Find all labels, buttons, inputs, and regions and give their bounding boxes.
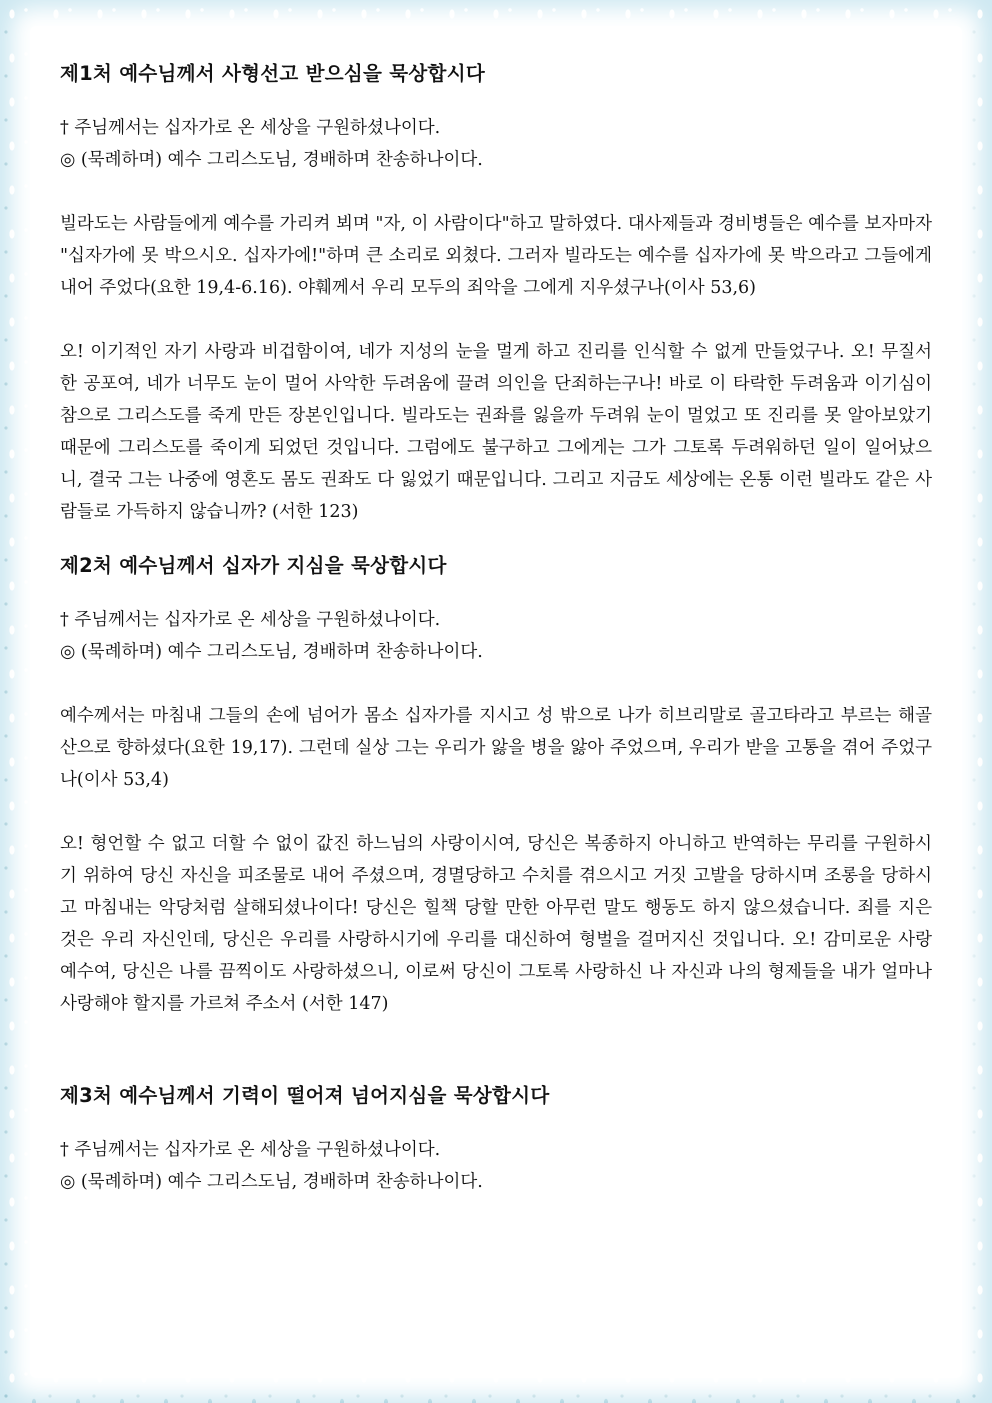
station-3-versicle-response: ◎ (묵례하며) 예수 그리스도님, 경배하며 찬송하나이다. bbox=[60, 1172, 483, 1192]
station-1-versicle-response: ◎ (묵례하며) 예수 그리스도님, 경배하며 찬송하나이다. bbox=[60, 150, 483, 170]
station-1-scripture: 빌라도는 사람들에게 예수를 가리켜 뵈며 "자, 이 사람이다"하고 말하였다. 대사제들과 경비병들은 예수를 보자마자 "십자가에 못 박으시오. 십자가에!"하며 큰 소리로 외쳤다. 그러자 빌라도는 예수를 십자가에 못 박으라고 그들에게 내어 주었다(요한 19,4-6.16). 야훼께서 우리 모두의 죄악을 그에게 지우셨구나(이사 53,6) bbox=[60, 214, 932, 298]
station-2-versicle-leader: † 주님께서는 십자가로 온 세상을 구원하셨나이다. bbox=[60, 610, 441, 630]
station-2-title: 제2처 예수님께서 십자가 지심을 묵상합시다 bbox=[60, 554, 447, 577]
station-3 bbox=[60, 1080, 932, 1198]
station-1-reflection: 오! 이기적인 자기 사랑과 비겁함이여, 네가 지성의 눈을 멀게 하고 진리를 인식할 수 없게 만들었구나. 오! 무질서한 공포여, 네가 너무도 눈이 멀어 사악한 두려움에 끌려 의인을 단죄하는구나! 바로 이 타락한 두려움과 이기심이 참으로 그리스도를 죽게 만든 장본인입니다. 빌라도는 권좌를 잃을까 두려워 눈이 멀었고 또 진리를 못 알아보았기 때문에 그리스도를 죽이게 되었던 것입니다. 그럼에도 불구하고 그에게는 그가 그토록 두려워하던 일이 일어났으니, 결국 그는 나중에 영혼도 몸도 권좌도 다 잃었기 때문입니다. 그리고 지금도 세상에는 온통 이런 빌라도 같은 사람들로 가득하지 않습니까? (서한 123) bbox=[60, 342, 932, 522]
document-body bbox=[60, 58, 932, 1198]
station-3-title: 제3처 예수님께서 기력이 떨어져 넘어지심을 묵상합시다 bbox=[60, 1084, 550, 1107]
station-1-title: 제1처 예수님께서 사형선고 받으심을 묵상합시다 bbox=[60, 62, 485, 85]
station-2-scripture: 예수께서는 마침내 그들의 손에 넘어가 몸소 십자가를 지시고 성 밖으로 나가 히브리말로 골고타라고 부르는 해골산으로 향하셨다(요한 19,17). 그런데 실상 그는 우리가 앓을 병을 앓아 주었으며, 우리가 받을 고통을 겪어 주었구나(이사 53,4) bbox=[60, 706, 932, 790]
station-3-versicle-leader: † 주님께서는 십자가로 온 세상을 구원하셨나이다. bbox=[60, 1140, 441, 1160]
station-2 bbox=[60, 550, 932, 1020]
station-2-reflection: 오! 형언할 수 없고 더할 수 없이 값진 하느님의 사랑이시여, 당신은 복종하지 아니하고 반역하는 무리를 구원하시기 위하여 당신 자신을 피조물로 내어 주셨으며, 경멸당하고 수치를 겪으시고 거짓 고발을 당하시며 조롱을 당하시고 마침내는 악당처럼 살해되셨나이다! 당신은 힐책 당할 만한 아무런 말도 행동도 하지 않으셨습니다. 죄를 지은 것은 우리 자신인데, 당신은 우리를 사랑하시기에 우리를 대신하여 형벌을 걸머지신 것입니다. 오! 감미로운 사랑 예수여, 당신은 나를 끔찍이도 사랑하셨으니, 이로써 당신이 그토록 사랑하신 나 자신과 나의 형제들을 내가 얼마나 사랑해야 할지를 가르쳐 주소서 (서한 147) bbox=[60, 834, 932, 1014]
station-2-versicle-response: ◎ (묵례하며) 예수 그리스도님, 경배하며 찬송하나이다. bbox=[60, 642, 483, 662]
station-1-versicle-leader: † 주님께서는 십자가로 온 세상을 구원하셨나이다. bbox=[60, 118, 441, 138]
station-1 bbox=[60, 58, 932, 528]
